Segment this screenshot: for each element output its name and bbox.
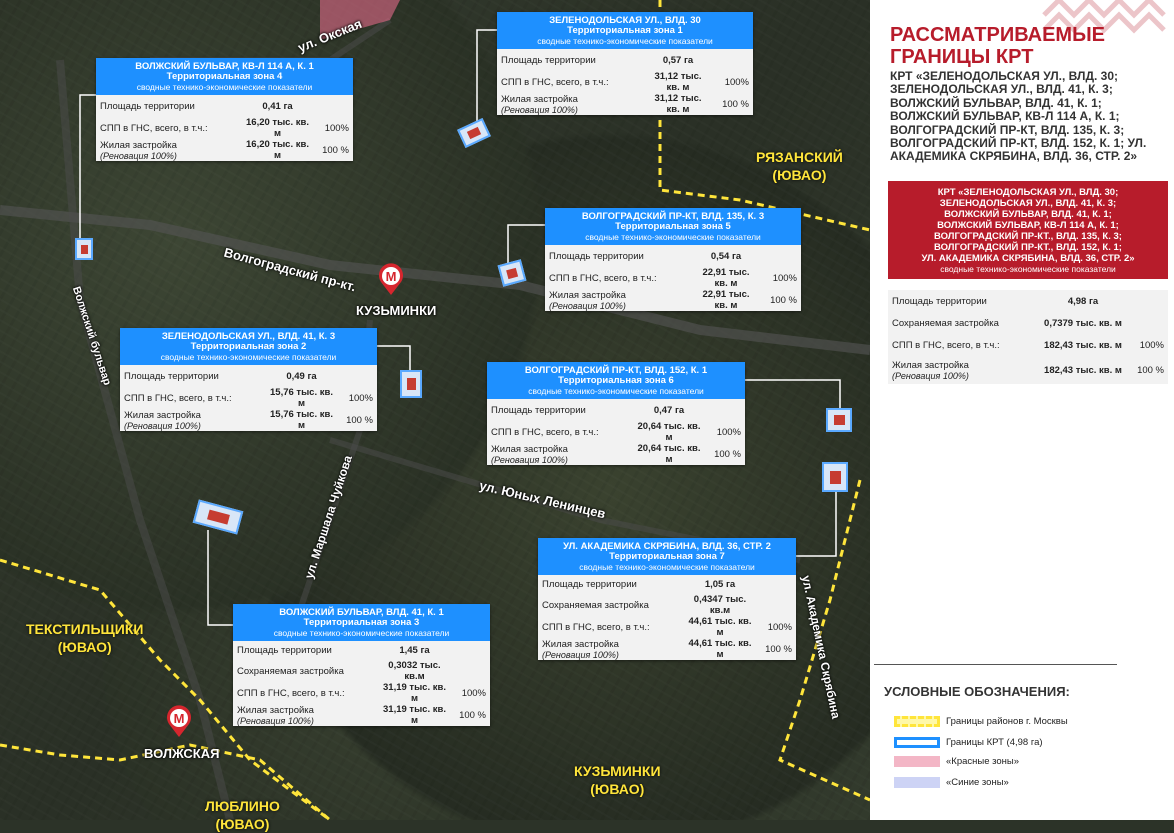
zone-subtitle: сводные технико-экономические показатели [136, 82, 313, 92]
zone-subtitle: сводные технико-экономические показатели [579, 562, 755, 572]
zone-card-body [545, 245, 801, 311]
zone-subtitle: сводные технико-экономические показатели [585, 232, 761, 242]
row-label-main: Жилая застройка [542, 638, 619, 650]
krt-zone-6a-marker[interactable] [826, 408, 852, 432]
zone-card-body [233, 641, 490, 726]
row-value: 0,49 га [286, 370, 317, 382]
row-percent: 100% [767, 621, 792, 633]
row-value: 0,4347 тыс. кв.м [693, 594, 747, 616]
zone-title: ВОЛЖСКИЙ БУЛЬВАР, ВЛД. 41, К. 1 [279, 607, 444, 618]
row-percent: 100 % [722, 98, 749, 110]
summary-line: ВОЛГОГРАДСКИЙ ПР-КТ., ВЛД. 152, К. 1; [934, 242, 1122, 253]
row-label: Сохраняемая застройка [892, 317, 999, 329]
summary-row [888, 312, 1168, 334]
row-label-note: (Реновация 100%) [124, 420, 201, 431]
zone-subtitle: сводные технико-экономические показатели [528, 386, 704, 396]
row-value: 31,19 тыс. кв. м [383, 682, 446, 704]
row-label: СПП в ГНС, всего, в т.ч.: [124, 392, 232, 404]
row-percent: 100 % [714, 448, 741, 460]
row-value: 44,61 тыс. кв. м [688, 638, 752, 660]
row-label [237, 705, 383, 726]
row-label: Сохраняемая застройка [237, 665, 344, 677]
zone-title: ЗЕЛЕНОДОЛЬСКАЯ УЛ., ВЛД. 41, К. 3 [161, 331, 336, 342]
row-label [124, 410, 270, 431]
legend-item-krt-borders [894, 737, 1043, 748]
row-value: 20,64 тыс. кв. м [637, 421, 701, 443]
row-label: Площадь территории [542, 579, 637, 590]
zone-title: ВОЛГОГРАДСКИЙ ПР-КТ, ВЛД. 135, К. 3 [581, 211, 765, 222]
metro-kuzminki-icon[interactable] [378, 264, 404, 296]
metro-label-kuzminki: КУЗЬМИНКИ [356, 303, 437, 318]
zone-number: Территориальная зона 3 [303, 617, 420, 628]
street-label-okskaya: ул. Окская [295, 15, 364, 56]
row-label: СПП в ГНС, всего, в т.ч.: [100, 122, 208, 134]
row-value: 15,76 тыс. кв. м [270, 387, 333, 409]
summary-row [888, 334, 1168, 356]
zone-title: ВОЛГОГРАДСКИЙ ПР-КТ, ВЛД. 152, К. 1 [524, 365, 708, 376]
row-label-note: (Реновация 100%) [549, 300, 626, 311]
zone-card-5[interactable] [545, 208, 801, 311]
street-label-marshala-chuykova: ул. Маршала Чуйкова [301, 453, 355, 581]
row-value: 1,05 га [704, 579, 736, 590]
zone-row [233, 641, 490, 660]
krt-zone-2-marker[interactable] [400, 370, 422, 398]
zone-title: ВОЛЖСКИЙ БУЛЬВАР, КВ-Л 114 А, К. 1 [135, 61, 314, 72]
zone-row [120, 365, 377, 387]
legend-item-blue-zones [894, 777, 1009, 788]
row-label: СПП в ГНС, всего, в т.ч.: [237, 687, 345, 699]
legend-label: Границы районов г. Москвы [946, 716, 1068, 727]
zone-card-header [96, 58, 353, 95]
zone-row [538, 575, 796, 594]
row-label: СПП в ГНС, всего, в т.ч.: [501, 76, 609, 88]
zone-row [538, 638, 796, 660]
district-label-tekstilshchiki: ТЕКСТИЛЬЩИКИ (ЮВАО) [26, 621, 144, 655]
row-label: СПП в ГНС, всего, в т.ч.: [542, 621, 650, 633]
street-label-volzhsky-bulvar: Волжский бульвар [69, 285, 114, 387]
legend-swatch [894, 756, 940, 767]
metro-label-volzhskaya: ВОЛЖСКАЯ [144, 746, 220, 761]
zone-row [487, 399, 745, 421]
zone-row [545, 267, 801, 289]
row-value: 182,43 тыс. кв. м [1044, 364, 1122, 376]
street-label-volgogradsky: Волгоградский пр-кт. [222, 244, 358, 295]
zone-card-body [538, 575, 796, 660]
row-percent: 100 % [322, 144, 349, 156]
row-label: СПП в ГНС, всего, в т.ч.: [491, 426, 599, 438]
legend-item-district-borders [894, 716, 1068, 727]
zone-card-1[interactable] [497, 12, 753, 115]
zone-card-7[interactable] [538, 538, 796, 660]
row-value: 0,47 га [653, 404, 685, 416]
zone-number: Территориальная зона 7 [609, 551, 725, 562]
row-label-main: Жилая застройка [892, 359, 969, 371]
row-label: Площадь территории [100, 100, 195, 112]
district-label-lyublino: ЛЮБЛИНО (ЮВАО) [205, 798, 280, 832]
zone-number: Территориальная зона 5 [615, 221, 731, 232]
row-value: 20,64 тыс. кв. м [637, 443, 701, 465]
zone-row [96, 95, 353, 117]
row-percent: 100 % [459, 709, 486, 721]
row-label [491, 444, 637, 465]
zone-row [96, 139, 353, 161]
row-value: 4,98 га [1067, 295, 1099, 307]
legend-divider [874, 664, 1117, 665]
row-value: 15,76 тыс. кв. м [270, 409, 333, 431]
row-percent: 100% [716, 426, 741, 438]
zone-card-body [487, 399, 745, 465]
zone-card-3[interactable] [233, 604, 490, 726]
row-label [542, 639, 688, 660]
row-value: 0,57 га [662, 54, 694, 66]
zone-title: УЛ. АКАДЕМИКА СКРЯБИНА, ВЛД. 36, СТР. 2 [563, 541, 771, 552]
zone-row [96, 117, 353, 139]
zone-card-2[interactable] [120, 328, 377, 431]
zone-card-4[interactable] [96, 58, 353, 161]
legend-label: Границы КРТ (4,98 га) [946, 737, 1043, 748]
row-value: 16,20 тыс. кв. м [246, 139, 309, 161]
row-label-note: (Реновация 100%) [100, 150, 177, 161]
zone-card-body [497, 49, 753, 115]
row-label: Площадь территории [124, 370, 219, 382]
row-value: 31,19 тыс. кв. м [383, 704, 446, 726]
zone-subtitle: сводные технико-экономические показатели [160, 352, 337, 362]
row-label-note: (Реновация 100%) [237, 715, 314, 726]
svg-text:M: M [173, 711, 185, 726]
row-label: Площадь территории [892, 295, 987, 307]
row-value: 182,43 тыс. кв. м [1044, 339, 1122, 351]
row-label-note: (Реновация 100%) [542, 649, 619, 660]
legend-label: «Синие зоны» [946, 777, 1009, 788]
zone-row [497, 93, 753, 115]
zone-number: Территориальная зона 1 [567, 25, 683, 36]
row-value: 0,7379 тыс. кв. м [1044, 317, 1122, 329]
zone-row [538, 616, 796, 638]
row-value: 16,20 тыс. кв. м [246, 117, 309, 139]
row-label: Площадь территории [491, 404, 586, 416]
legend-swatch [894, 737, 940, 748]
summary-line: ВОЛГОГРАДСКИЙ ПР-КТ., ВЛД. 135, К. 3; [934, 231, 1122, 242]
row-label: СПП в ГНС, всего, в т.ч.: [892, 339, 1000, 351]
row-label: Площадь территории [549, 250, 644, 262]
row-percent: 100% [348, 392, 373, 404]
legend-label: «Красные зоны» [946, 756, 1020, 767]
row-value: 0,3032 тыс. кв.м [388, 660, 441, 682]
krt-zone-6b-marker[interactable] [822, 462, 848, 492]
row-label [501, 94, 647, 115]
zone-row [497, 71, 753, 93]
zone-row [487, 443, 745, 465]
row-label-main: Жилая застройка [549, 289, 626, 301]
row-percent: 100% [724, 76, 749, 88]
legend-swatch [894, 777, 940, 788]
zone-row [497, 49, 753, 71]
row-label [549, 290, 695, 311]
krt-zone-4-marker[interactable] [75, 238, 93, 260]
summary-line: ЗЕЛЕНОДОЛЬСКАЯ УЛ., ВЛД. 41, К. 3; [939, 198, 1117, 209]
zone-row [545, 245, 801, 267]
zone-card-header [497, 12, 753, 49]
summary-line: ВОЛЖСКИЙ БУЛЬВАР, КВ-Л 114 А, К. 1; [937, 220, 1119, 231]
district-label-kuzminki: КУЗЬМИНКИ (ЮВАО) [574, 763, 661, 797]
metro-volzhskaya-icon[interactable] [166, 706, 192, 738]
row-percent: 100% [324, 122, 349, 134]
zone-card-header [545, 208, 801, 245]
legend-title: УСЛОВНЫЕ ОБОЗНАЧЕНИЯ: [884, 684, 1070, 699]
row-percent: 100% [461, 687, 486, 699]
row-value: 44,61 тыс. кв. м [688, 616, 752, 638]
summary-line: КРТ «ЗЕЛЕНОДОЛЬСКАЯ УЛ., ВЛД. 30; [937, 187, 1119, 198]
row-label-note: (Реновация 100%) [491, 454, 568, 465]
zone-card-header [120, 328, 377, 365]
zone-card-header [487, 362, 745, 399]
row-label: Площадь территории [501, 54, 596, 66]
row-label-main: Жилая застройка [124, 409, 201, 421]
zone-row [487, 421, 745, 443]
row-value: 31,12 тыс. кв. м [654, 93, 702, 115]
row-value: 0,41 га [262, 100, 293, 112]
district-label-ryazansky: РЯЗАНСКИЙ (ЮВАО) [756, 149, 843, 183]
summary-table [888, 290, 1168, 384]
row-label: Сохраняемая застройка [542, 599, 649, 611]
summary-row [888, 356, 1168, 384]
row-value: 22,91 тыс. кв. м [702, 267, 750, 289]
zone-row [538, 594, 796, 616]
svg-text:M: M [385, 269, 397, 284]
row-value: 0,54 га [710, 250, 742, 262]
row-percent: 100 % [1137, 364, 1164, 376]
zone-row [545, 289, 801, 311]
summary-row [888, 290, 1168, 312]
zone-subtitle: сводные технико-экономические показатели [537, 36, 713, 46]
info-panel [870, 0, 1174, 820]
row-value: 1,45 га [399, 645, 430, 656]
legend-swatch [894, 716, 940, 727]
row-percent: 100 % [765, 643, 792, 655]
zone-number: Территориальная зона 4 [166, 71, 283, 82]
row-label-note: (Реновация 100%) [892, 370, 969, 381]
zone-subtitle: сводные технико-экономические показатели [273, 628, 450, 638]
legend-item-red-zones [894, 756, 1019, 767]
row-percent: 100% [1139, 339, 1164, 351]
zone-card-header [233, 604, 490, 641]
zone-card-body [120, 365, 377, 431]
row-label-main: Жилая застройка [100, 139, 177, 151]
street-label-akademika-skryabina: ул. Академика Скрябина [799, 574, 844, 720]
summary-subtitle: сводные технико-экономические показатели [940, 264, 1116, 274]
row-value: 22,91 тыс. кв. м [702, 289, 750, 311]
summary-header [888, 181, 1168, 279]
row-label: Площадь территории [237, 645, 332, 656]
row-value: 31,12 тыс. кв. м [654, 71, 702, 93]
row-label-main: Жилая застройка [501, 93, 578, 105]
panel-title: РАССМАТРИВАЕМЫЕ ГРАНИЦЫ КРТ [890, 24, 1105, 68]
row-label: СПП в ГНС, всего, в т.ч.: [549, 272, 657, 284]
zone-number: Территориальная зона 6 [558, 375, 674, 386]
zone-row [120, 409, 377, 431]
row-label-note: (Реновация 100%) [501, 104, 578, 115]
zone-card-header [538, 538, 796, 575]
summary-line: ВОЛЖСКИЙ БУЛЬВАР, ВЛД. 41, К. 1; [944, 209, 1112, 220]
zone-row [233, 704, 490, 726]
zone-title: ЗЕЛЕНОДОЛЬСКАЯ УЛ., ВЛД. 30 [549, 15, 701, 26]
street-label-yunykh-lenintsev: ул. Юных Ленинцев [477, 477, 608, 522]
krt-description: КРТ «ЗЕЛЕНОДОЛЬСКАЯ УЛ., ВЛД. 30; ЗЕЛЕНОДОЛЬСКАЯ УЛ., ВЛД. 41, К. 3; ВОЛЖСКИЙ БУЛЬВАР, ВЛД. 41, К. 1; ВОЛЖСКИЙ БУЛЬВАР, КВ-Л 114 А, К. 1; ВОЛГОГРАДСКИЙ ПР-КТ, ВЛД. 135, К. 3; ВОЛГОГРАДСКИЙ ПР-КТ, ВЛД. 152, К. 1; УЛ. АКАДЕМИКА СКРЯБИНА, ВЛД. 36, СТР. 2» [890, 69, 1147, 164]
zone-card-body [96, 95, 353, 161]
zone-number: Территориальная зона 2 [190, 341, 307, 352]
row-percent: 100% [772, 272, 797, 284]
row-label-main: Жилая застройка [491, 443, 568, 455]
row-label-main: Жилая застройка [237, 704, 314, 716]
zone-row [120, 387, 377, 409]
zone-row [233, 660, 490, 682]
zone-row [233, 682, 490, 704]
row-label [100, 140, 246, 161]
row-percent: 100 % [770, 294, 797, 306]
row-label [892, 360, 1042, 381]
zone-card-6[interactable] [487, 362, 745, 465]
row-percent: 100 % [346, 414, 373, 426]
summary-line: УЛ. АКАДЕМИКА СКРЯБИНА, ВЛД. 36, СТР. 2» [921, 253, 1135, 264]
